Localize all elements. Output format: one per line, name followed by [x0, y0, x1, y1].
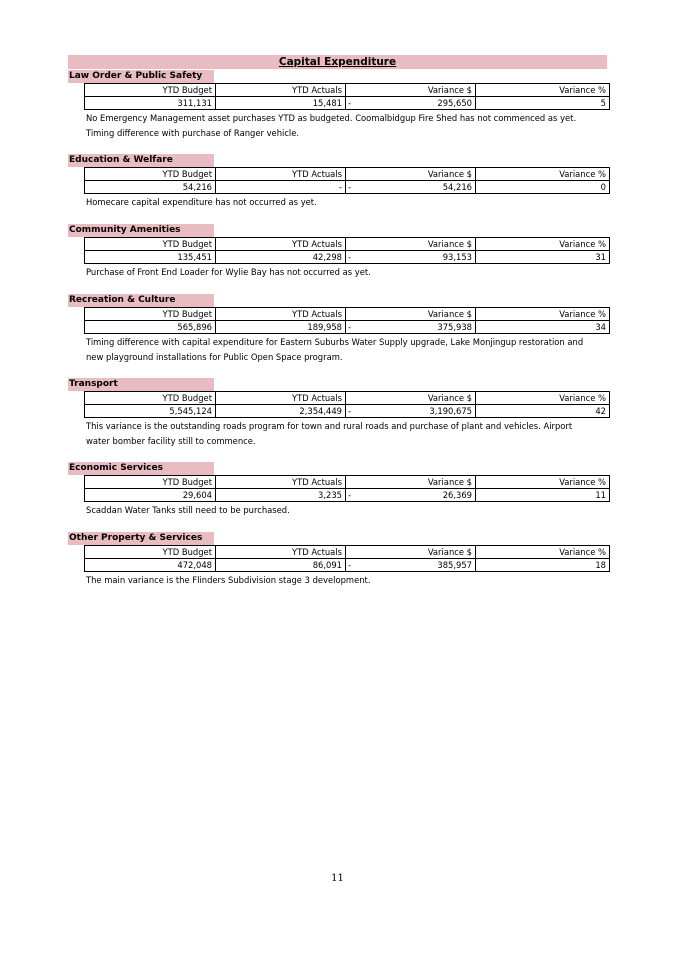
- section-note: The main variance is the Flinders Subdivision stage 3 development.: [86, 575, 371, 585]
- variance-amount-value: 385,957: [437, 560, 472, 570]
- section-note: water bomber facility still to commence.: [86, 436, 256, 446]
- section-heading: Law Order & Public Safety: [68, 70, 214, 83]
- section-6: [68, 462, 607, 517]
- variance-sign: -: [348, 182, 352, 192]
- table-row: [85, 489, 610, 502]
- table-row: [85, 405, 610, 418]
- header-variance-percent: Variance %: [476, 308, 610, 321]
- header-ytd-actuals: YTD Actuals: [216, 308, 346, 321]
- variance-percent-value: 11: [476, 489, 610, 502]
- variance-table: [84, 167, 610, 194]
- variance-percent-value: 5: [476, 97, 610, 110]
- section-1: [68, 70, 607, 140]
- table-header-row: [85, 308, 610, 321]
- ytd-actuals-value: -: [216, 181, 346, 194]
- variance-sign: -: [348, 98, 352, 108]
- header-ytd-actuals: YTD Actuals: [216, 238, 346, 251]
- ytd-actuals-value: 15,481: [216, 97, 346, 110]
- section-note: Timing difference with purchase of Ranger vehicle.: [86, 128, 300, 138]
- variance-sign: -: [348, 490, 352, 500]
- variance-amount-cell: [346, 559, 476, 572]
- section-note: Scaddan Water Tanks still need to be purchased.: [86, 505, 290, 515]
- variance-amount-cell: [346, 181, 476, 194]
- header-variance-percent: Variance %: [476, 392, 610, 405]
- header-variance-amount: Variance $: [346, 392, 476, 405]
- table-row: [85, 251, 610, 264]
- variance-sign: -: [348, 252, 352, 262]
- section-note: Homecare capital expenditure has not occurred as yet.: [86, 197, 317, 207]
- variance-amount-value: 295,650: [437, 98, 472, 108]
- section-heading: Education & Welfare: [68, 154, 214, 167]
- variance-table: [84, 307, 610, 334]
- header-variance-percent: Variance %: [476, 476, 610, 489]
- section-heading: Community Amenities: [68, 224, 214, 237]
- variance-amount-cell: [346, 489, 476, 502]
- variance-amount-cell: [346, 321, 476, 334]
- table-header-row: [85, 476, 610, 489]
- variance-percent-value: 18: [476, 559, 610, 572]
- page-number: 11: [331, 873, 344, 884]
- ytd-actuals-value: 2,354,449: [216, 405, 346, 418]
- variance-percent-value: 42: [476, 405, 610, 418]
- variance-amount-value: 3,190,675: [429, 406, 472, 416]
- header-ytd-budget: YTD Budget: [85, 238, 216, 251]
- ytd-budget-value: 472,048: [85, 559, 216, 572]
- header-variance-amount: Variance $: [346, 546, 476, 559]
- variance-table: [84, 237, 610, 264]
- table-row: [85, 181, 610, 194]
- section-note: This variance is the outstanding roads program for town and rural roads and purchase of plant and vehicles. Airport: [86, 421, 573, 431]
- ytd-budget-value: 311,131: [85, 97, 216, 110]
- section-note: new playground installations for Public Open Space program.: [86, 352, 343, 362]
- section-heading: Economic Services: [68, 462, 214, 475]
- header-variance-percent: Variance %: [476, 238, 610, 251]
- variance-amount-cell: [346, 97, 476, 110]
- variance-table: [84, 475, 610, 502]
- variance-sign: -: [348, 322, 352, 332]
- header-variance-percent: Variance %: [476, 84, 610, 97]
- section-7: [68, 532, 607, 587]
- ytd-budget-value: 5,545,124: [85, 405, 216, 418]
- header-variance-amount: Variance $: [346, 308, 476, 321]
- table-row: [85, 559, 610, 572]
- section-note: No Emergency Management asset purchases YTD as budgeted. Coomalbidgup Fire Shed has not commenced as yet.: [86, 113, 577, 123]
- section-note: Purchase of Front End Loader for Wylie Bay has not occurred as yet.: [86, 267, 371, 277]
- section-heading: Other Property & Services: [68, 532, 214, 545]
- variance-percent-value: 31: [476, 251, 610, 264]
- table-header-row: [85, 238, 610, 251]
- ytd-budget-value: 565,896: [85, 321, 216, 334]
- header-ytd-actuals: YTD Actuals: [216, 476, 346, 489]
- header-variance-amount: Variance $: [346, 168, 476, 181]
- section-heading: Recreation & Culture: [68, 294, 214, 307]
- header-ytd-actuals: YTD Actuals: [216, 84, 346, 97]
- table-row: [85, 97, 610, 110]
- header-ytd-budget: YTD Budget: [85, 84, 216, 97]
- header-ytd-actuals: YTD Actuals: [216, 392, 346, 405]
- header-ytd-actuals: YTD Actuals: [216, 546, 346, 559]
- page-title: Capital Expenditure: [68, 55, 607, 69]
- table-header-row: [85, 84, 610, 97]
- header-ytd-budget: YTD Budget: [85, 308, 216, 321]
- ytd-actuals-value: 42,298: [216, 251, 346, 264]
- variance-table: [84, 545, 610, 572]
- variance-table: [84, 83, 610, 110]
- variance-amount-value: 93,153: [442, 252, 472, 262]
- variance-amount-cell: [346, 251, 476, 264]
- ytd-actuals-value: 86,091: [216, 559, 346, 572]
- table-header-row: [85, 168, 610, 181]
- section-2: [68, 154, 607, 209]
- ytd-actuals-value: 189,958: [216, 321, 346, 334]
- header-variance-amount: Variance $: [346, 84, 476, 97]
- variance-amount-value: 54,216: [442, 182, 472, 192]
- variance-table: [84, 391, 610, 418]
- variance-percent-value: 0: [476, 181, 610, 194]
- header-variance-amount: Variance $: [346, 238, 476, 251]
- variance-sign: -: [348, 406, 352, 416]
- ytd-budget-value: 54,216: [85, 181, 216, 194]
- header-ytd-budget: YTD Budget: [85, 476, 216, 489]
- section-3: [68, 224, 607, 279]
- ytd-budget-value: 29,604: [85, 489, 216, 502]
- section-heading: Transport: [68, 378, 214, 391]
- section-note: Timing difference with capital expenditure for Eastern Suburbs Water Supply upgrade, Lake Monjingup restoration and: [86, 337, 584, 347]
- table-header-row: [85, 392, 610, 405]
- section-4: [68, 294, 607, 364]
- variance-percent-value: 34: [476, 321, 610, 334]
- table-header-row: [85, 546, 610, 559]
- header-variance-percent: Variance %: [476, 168, 610, 181]
- variance-amount-value: 26,369: [442, 490, 472, 500]
- ytd-budget-value: 135,451: [85, 251, 216, 264]
- variance-amount-cell: [346, 405, 476, 418]
- table-row: [85, 321, 610, 334]
- header-ytd-budget: YTD Budget: [85, 168, 216, 181]
- header-ytd-budget: YTD Budget: [85, 392, 216, 405]
- header-variance-percent: Variance %: [476, 546, 610, 559]
- section-5: [68, 378, 607, 448]
- ytd-actuals-value: 3,235: [216, 489, 346, 502]
- header-ytd-actuals: YTD Actuals: [216, 168, 346, 181]
- variance-sign: -: [348, 560, 352, 570]
- header-variance-amount: Variance $: [346, 476, 476, 489]
- variance-amount-value: 375,938: [437, 322, 472, 332]
- header-ytd-budget: YTD Budget: [85, 546, 216, 559]
